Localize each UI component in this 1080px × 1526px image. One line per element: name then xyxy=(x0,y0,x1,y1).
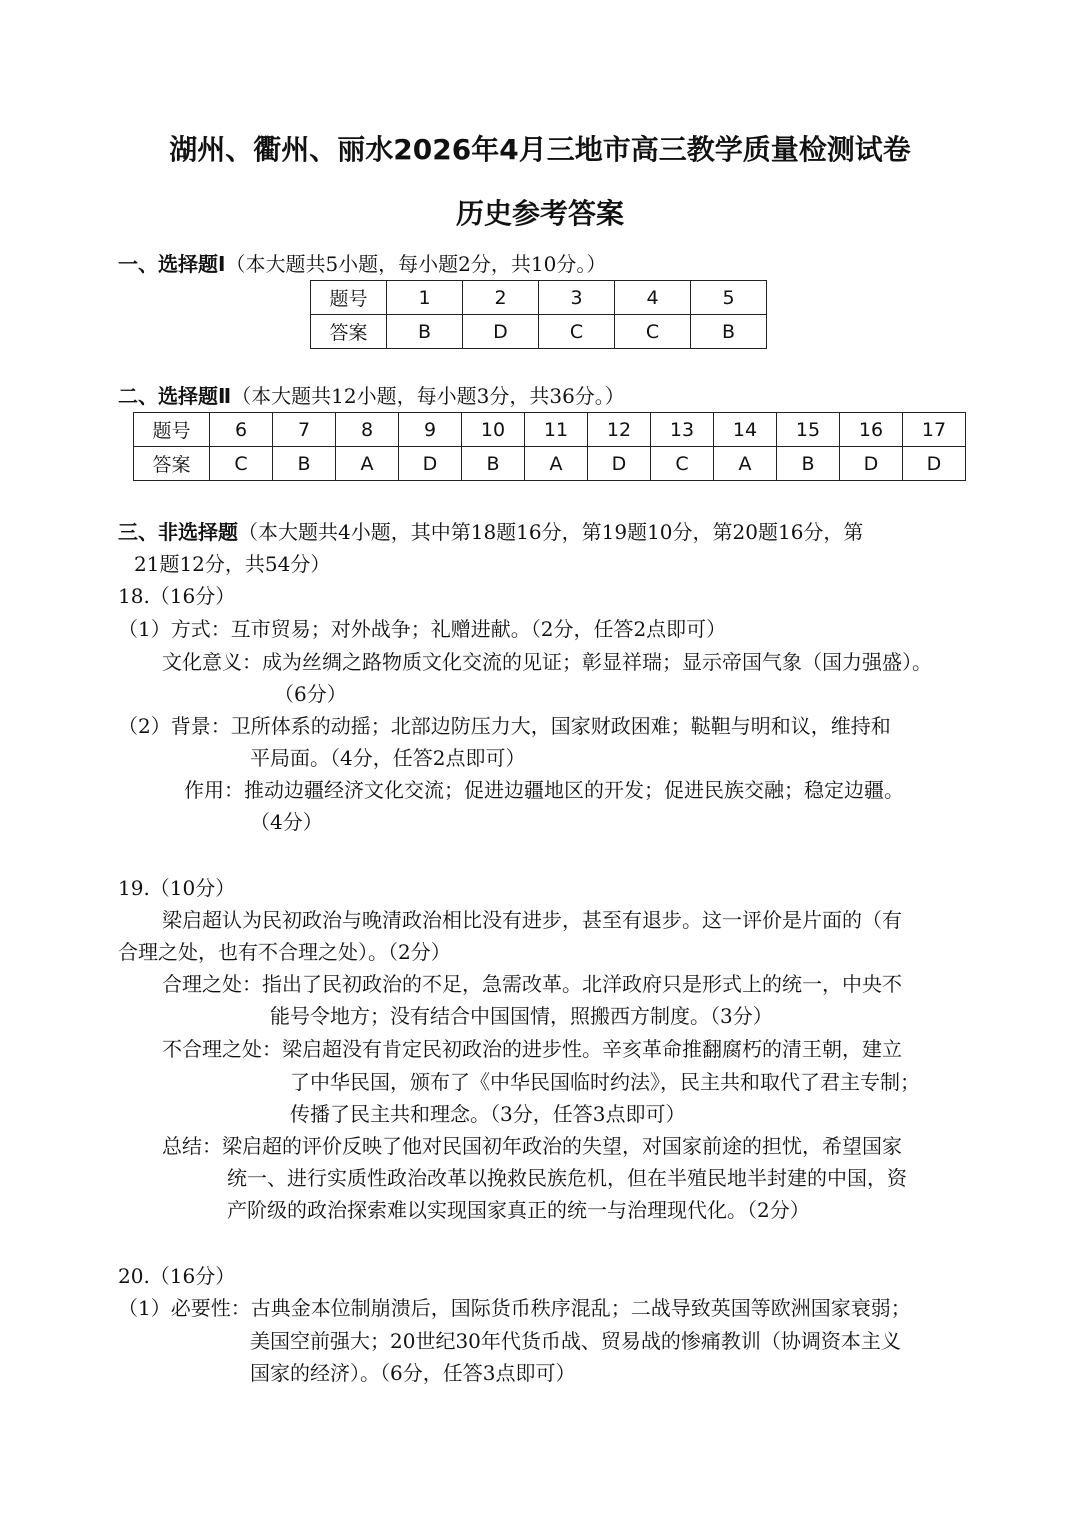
row-label-num: 题号 xyxy=(311,281,387,315)
answer-cell: A xyxy=(336,447,399,481)
table-row xyxy=(311,315,767,349)
q19-line: 梁启超认为民初政治与晚清政治相比没有进步，甚至有退步。这一评价是片面的（有 xyxy=(162,908,902,932)
answer-cell: B xyxy=(691,315,767,349)
q20-line: 国家的经济）。（6分，任答3点即可） xyxy=(250,1361,576,1385)
section2-heading: 二、选择题Ⅱ xyxy=(118,384,232,408)
question-number: 4 xyxy=(615,281,691,315)
question-number: 8 xyxy=(336,413,399,447)
section2-heading-line xyxy=(118,380,625,412)
section3-note: （本大题共4小题，其中第18题16分，第19题10分，第20题16分，第 xyxy=(238,520,864,544)
question-number: 11 xyxy=(525,413,588,447)
q19-line: 合理之处：指出了民初政治的不足，急需改革。北洋政府只是形式上的统一，中央不 xyxy=(162,972,902,996)
q18-p2-line: （4分） xyxy=(250,810,323,834)
section1-heading-line xyxy=(118,248,606,280)
q18-p2-line: 作用：推动边疆经济文化交流；促进边疆地区的开发；促进民族交融；稳定边疆。 xyxy=(184,778,904,802)
answer-cell: D xyxy=(399,447,462,481)
section2-note: （本大题共12小题，每小题3分，共36分。） xyxy=(231,384,625,408)
page-title: 湖州、衢州、丽水2026年4月三地市高三教学质量检测试卷 xyxy=(169,133,911,166)
question-number: 15 xyxy=(777,413,840,447)
table-row xyxy=(311,281,767,315)
table-row xyxy=(134,413,966,447)
question-number: 12 xyxy=(588,413,651,447)
question-number: 2 xyxy=(463,281,539,315)
answer-cell: A xyxy=(714,447,777,481)
q20-line: （1）必要性：古典金本位制崩溃后，国际货币秩序混乱；二战导致英国等欧洲国家衰弱； xyxy=(118,1296,911,1320)
answer-cell: C xyxy=(539,315,615,349)
question-number: 9 xyxy=(399,413,462,447)
answer-cell: C xyxy=(615,315,691,349)
question-number: 6 xyxy=(210,413,273,447)
section3-note-cont: 21题12分，共54分） xyxy=(134,552,331,576)
answer-cell: B xyxy=(273,447,336,481)
q19-line: 了中华民国，颁布了《中华民国临时约法》，民主共和取代了君主专制； xyxy=(290,1070,920,1094)
answer-cell: C xyxy=(210,447,273,481)
question-number: 10 xyxy=(462,413,525,447)
page-subtitle: 历史参考答案 xyxy=(455,197,624,230)
q19-line: 不合理之处：梁启超没有肯定民初政治的进步性。辛亥革命推翻腐朽的清王朝，建立 xyxy=(162,1037,902,1061)
answer-cell: B xyxy=(387,315,463,349)
q19-line: 能号令地方；没有结合中国国情，照搬西方制度。（3分） xyxy=(270,1004,773,1028)
question-number: 7 xyxy=(273,413,336,447)
section1-answer-table xyxy=(310,280,767,349)
q19-head: 19.（10分） xyxy=(118,876,236,900)
answer-cell: C xyxy=(651,447,714,481)
q18-p1-line: 文化意义：成为丝绸之路物质文化交流的见证；彰显祥瑞；显示帝国气象（国力强盛）。 xyxy=(162,650,932,674)
question-number: 14 xyxy=(714,413,777,447)
question-number: 5 xyxy=(691,281,767,315)
section2-answer-table xyxy=(133,412,966,481)
q18-p1-line: （6分） xyxy=(274,682,347,706)
section1-heading: 一、选择题Ⅰ xyxy=(118,252,226,276)
answer-cell: B xyxy=(777,447,840,481)
section1-note: （本大题共5小题，每小题2分，共10分。） xyxy=(225,252,607,276)
question-number: 13 xyxy=(651,413,714,447)
q18-head: 18.（16分） xyxy=(118,584,236,608)
q19-line: 产阶级的政治探索难以实现国家真正的统一与治理现代化。（2分） xyxy=(227,1198,810,1222)
question-number: 1 xyxy=(387,281,463,315)
question-number: 17 xyxy=(903,413,966,447)
answer-cell: A xyxy=(525,447,588,481)
q20-head: 20.（16分） xyxy=(118,1264,236,1288)
q19-line: 传播了民主共和理念。（3分，任答3点即可） xyxy=(290,1102,686,1126)
q19-line: 总结：梁启超的评价反映了他对民国初年政治的失望，对国家前途的担忧，希望国家 xyxy=(162,1134,902,1158)
question-number: 3 xyxy=(539,281,615,315)
question-number: 16 xyxy=(840,413,903,447)
q18-p1-line: （1）方式：互市贸易；对外战争；礼赠进献。（2分，任答2点即可） xyxy=(118,617,727,641)
q19-line: 合理之处，也有不合理之处）。（2分） xyxy=(118,940,451,964)
answer-cell: D xyxy=(903,447,966,481)
q18-p2-line: （2）背景：卫所体系的动摇；北部边防压力大，国家财政困难；鞑靼与明和议，维持和 xyxy=(118,714,891,738)
q20-line: 美国空前强大；20世纪30年代货币战、贸易战的惨痛教训（协调资本主义 xyxy=(250,1329,901,1353)
answer-cell: D xyxy=(463,315,539,349)
row-label-num: 题号 xyxy=(134,413,210,447)
q18-p2-line: 平局面。（4分，任答2点即可） xyxy=(250,746,526,770)
table-row xyxy=(134,447,966,481)
answer-cell: D xyxy=(588,447,651,481)
section3-heading: 三、非选择题 xyxy=(118,520,238,544)
row-label-ans: 答案 xyxy=(134,447,210,481)
q19-line: 统一、进行实质性政治改革以挽救民族危机，但在半殖民地半封建的中国，资 xyxy=(227,1166,907,1190)
section3-heading-line xyxy=(118,516,863,548)
answer-cell: B xyxy=(462,447,525,481)
row-label-ans: 答案 xyxy=(311,315,387,349)
answer-cell: D xyxy=(840,447,903,481)
